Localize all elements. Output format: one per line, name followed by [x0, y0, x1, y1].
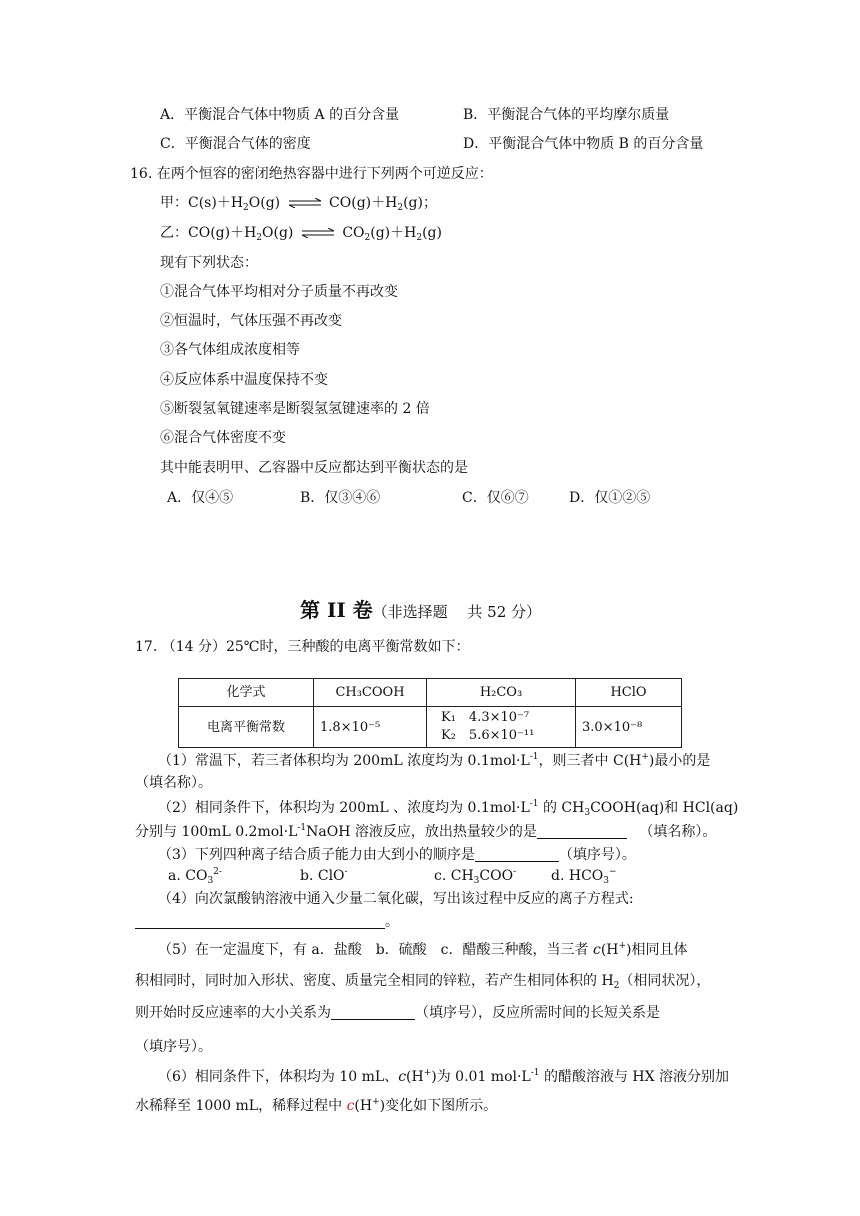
q15-option-b: B．平衡混合气体的平均摩尔质量	[463, 107, 670, 123]
equilibrium-arrow-icon	[288, 198, 322, 208]
q16-state-3: ③各气体组成浓度相等	[160, 342, 300, 358]
q15-option-d: D．平衡混合气体中物质 B 的百分含量	[463, 136, 704, 152]
q16-question: 其中能表明甲、乙容器中反应都达到平衡状态的是	[160, 460, 468, 476]
q17-part6-line2: 水稀释至 1000 mL，稀释过程中 c(H+)变化如下图所示。	[135, 1097, 498, 1114]
answer-blank[interactable]	[475, 847, 559, 862]
q16-state-6: ⑥混合气体密度不变	[160, 430, 286, 446]
q17-part5-line4: （填序号）。	[135, 1039, 212, 1055]
q16-state-4: ④反应体系中温度保持不变	[160, 372, 328, 388]
q16-reaction-jia: 甲：$C(s)+H_2O(g)$ $CO(g)+H_2(g)$；	[160, 195, 437, 213]
q17-ion-d: d. $HCO_3^-$	[551, 867, 617, 886]
q15-option-a: A．平衡混合气体中物质 A 的百分含量	[160, 107, 400, 123]
section-title: 第 II 卷	[300, 598, 373, 622]
answer-blank[interactable]	[331, 1005, 415, 1020]
table-cell-k2: K₂ 5.6×10⁻¹¹	[441, 728, 535, 743]
q17-part3: （3）下列四种离子结合质子能力由大到小的顺序是 （填序号）。	[158, 847, 636, 863]
table-header-ch3cooh: CH₃COOH	[314, 679, 427, 707]
table-row-label: 电离平衡常数	[179, 707, 314, 748]
q17-part5-line1: （5）在一定温度下，有 a．盐酸 b．硫酸 c．醋酸三种酸，当三者 c(H+)相同且体	[158, 941, 688, 958]
q16-state-5: ⑤断裂氢氧键速率是断裂氢氢键速率的 2 倍	[160, 401, 430, 417]
q17-part5-line3: 则开始时反应速率的大小关系为 （填序号），反应所需时间的长短关系是	[135, 1005, 660, 1021]
table-header-hclo: HClO	[576, 679, 682, 707]
q16-state-2: ②恒温时，气体压强不再改变	[160, 313, 342, 329]
q17-part6-line1: （6）相同条件下，体积均为 10 mL、c(H+)为 0.01 $mol\cdot L^{-1}$ 的醋酸溶液与 HX 溶液分别加	[158, 1068, 730, 1085]
q17-part1-line2: （填名称）。	[135, 775, 212, 791]
q17-part4: （4）向次氯酸钠溶液中通入少量二氧化碳，写出该过程中反应的离子方程式:	[158, 891, 634, 907]
q16-option-b: B．仅③④⑥	[300, 490, 381, 506]
answer-blank[interactable]	[135, 914, 385, 929]
q17-part5-line2: 积相同时，同时加入形状、密度、质量完全相同的锌粒，若产生相同体积的 $H_2$（相同状况），	[135, 973, 711, 991]
table-cell-ch3cooh-k: 1.8×10⁻⁵	[314, 707, 427, 748]
q16-stem: 16. 在两个恒容的密闭绝热容器中进行下列两个可逆反应：	[130, 166, 493, 182]
q17-ion-b: b. ClO-	[300, 867, 348, 884]
q17-ion-a: a. $CO_3^{2-}$	[168, 867, 222, 886]
q16-state-1: ①混合气体平均相对分子质量不再改变	[160, 284, 398, 300]
table-header-formula: 化学式	[179, 679, 314, 707]
q17-part2-line2: 分别与 100mL $0.2mol\cdot L^{-1}NaOH$ 溶液反应，放出热量较少的是 （填名称）。	[135, 823, 717, 840]
ionization-constants-table	[178, 678, 682, 748]
q17-stem: 17. （14 分）25℃时，三种酸的电离平衡常数如下：	[135, 639, 470, 655]
section-subtitle: （非选择题 共 52 分）	[372, 603, 542, 621]
q17-part1-line1: （1）常温下，若三者体积均为 200mL 浓度均为 $0.1mol\cdot L^{-1}$，则三者中 C(H+)最小的是	[158, 752, 711, 769]
q16-states-intro: 现有下列状态：	[160, 255, 258, 271]
q16-option-d: D．仅①②⑤	[569, 490, 651, 506]
table-cell-hclo-k: 3.0×10⁻⁸	[576, 707, 682, 748]
section-heading	[300, 600, 541, 620]
q17-ion-c: c. $CH_3COO^-$	[434, 867, 517, 886]
table-cell-k1: K₁ 4.3×10⁻⁷	[441, 710, 530, 725]
table-header-h2co3: H₂CO₃	[427, 679, 576, 707]
q15-option-c: C．平衡混合气体的密度	[160, 136, 311, 152]
q16-reaction-yi: 乙：$CO(g)+H_2O(g)$ $CO_2(g)+H_2(g)$	[160, 225, 442, 243]
q17-part4-answer: 。	[135, 914, 399, 929]
q17-part2-line1: （2）相同条件下，体积均为 200mL 、浓度均为 $0.1mol\cdot L^{-1}$ 的 $CH_3COOH(aq)$和 HCl(aq)	[158, 799, 739, 818]
table-cell-h2co3-k	[427, 707, 576, 748]
equilibrium-arrow-icon	[301, 228, 335, 238]
answer-blank[interactable]	[537, 824, 627, 839]
q16-option-a: A．仅④⑤	[167, 490, 234, 506]
highlighted-c-symbol: c	[346, 1098, 355, 1114]
q16-option-c: C．仅⑥⑦	[462, 490, 529, 506]
